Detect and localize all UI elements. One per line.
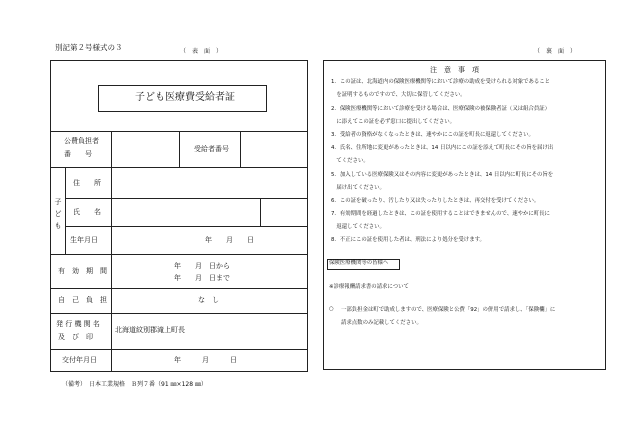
birth-label: 生年月日 (70, 236, 98, 244)
address-label: 住 所 (73, 179, 101, 187)
validity-label: 有 効 期 間 (58, 267, 107, 275)
billing-note: ※診療報酬請求書の請求について (329, 284, 409, 290)
child-vertical-label: 子ども (54, 198, 62, 230)
issuer-value: 北海道紋別郡滝上町長 (115, 326, 185, 334)
payer-number-label: 公費負担者 (64, 137, 99, 145)
note-line: 4．氏名、住所地に変更があったときは、14 日以内にこの証を添えて町長にその旨を届け出 (331, 145, 554, 151)
note-line: に添えてこの証を必ず窓口に提出してください。 (331, 119, 455, 125)
note-line: 3．受給者の資格がなくなったときは、速やかにこの証を町長に返還してください。 (331, 132, 534, 138)
birth-value: 年 月 日 (205, 236, 254, 244)
note-line: 8．不正にこの証を使用した者は、刑法により処分を受けます。 (331, 237, 485, 243)
back-label: （ 裏 面 ） (534, 48, 577, 55)
note-line: 届け出てください。 (331, 185, 385, 191)
remarks: （備考） 日本工業規格 Ｂ列７番（91 ㎜×128 ㎜） (62, 381, 207, 388)
name-label: 氏 名 (73, 208, 101, 216)
copay-label: 自 己 負 担 (58, 296, 107, 304)
stamp-box-label: 保険医療機関等の皆様へ (329, 260, 389, 266)
copay-value: な し (198, 296, 219, 304)
recipient-number-label: 受給者番号 (194, 145, 229, 153)
circle-note-line-1: 一部負担金は町で助成しますので、医療保険と公費「92」の併用で請求し、「保険欄」に (341, 307, 556, 313)
payer-number-label-2: 番 号 (64, 150, 92, 158)
valid-from: 年 月 日から (174, 262, 230, 270)
issuer-label-2: 及 び 印 (58, 333, 93, 341)
note-line: 2．保険医療機関等において診療を受ける場合は、医療保険の被保険者証（又は組合員証） (331, 106, 551, 112)
note-line: 7．有効期間を経過したときは、この証を使用することはできませんので、速やかに町長に (331, 211, 550, 217)
form-id: 別記第２号様式の３ (55, 43, 123, 52)
front-label: （ 表 面 ） (180, 48, 223, 55)
note-line: を証明するものですので、大切に保管してください。 (331, 92, 466, 98)
card-title: 子ども医療費受給者証 (135, 92, 235, 103)
issuer-label: 発 行 機 関 名 (56, 320, 100, 328)
note-line: 5．加入している医療保険又はその内容に変更があったときは、14 日以内に町長にその旨を (331, 172, 554, 178)
back-heading: 注 意 事 項 (430, 66, 479, 74)
note-line: 6．この証を破ったり、汚したり又は失ったりしたときは、再交付を受けてください。 (331, 198, 540, 204)
circle-mark: ○ (329, 306, 334, 312)
valid-to: 年 月 日まで (174, 274, 230, 282)
issue-date-label: 交付年月日 (62, 356, 97, 364)
note-line: てください。 (331, 158, 369, 164)
note-line: 1．この証は、北海道内の保険医療機関等において診療の助成を受けられる対象であること (331, 79, 551, 85)
note-line: 返還してください。 (331, 224, 385, 230)
circle-note-line-2: 請求点数のみ記載してください。 (341, 320, 422, 326)
issue-date-value: 年 月 日 (174, 356, 237, 364)
